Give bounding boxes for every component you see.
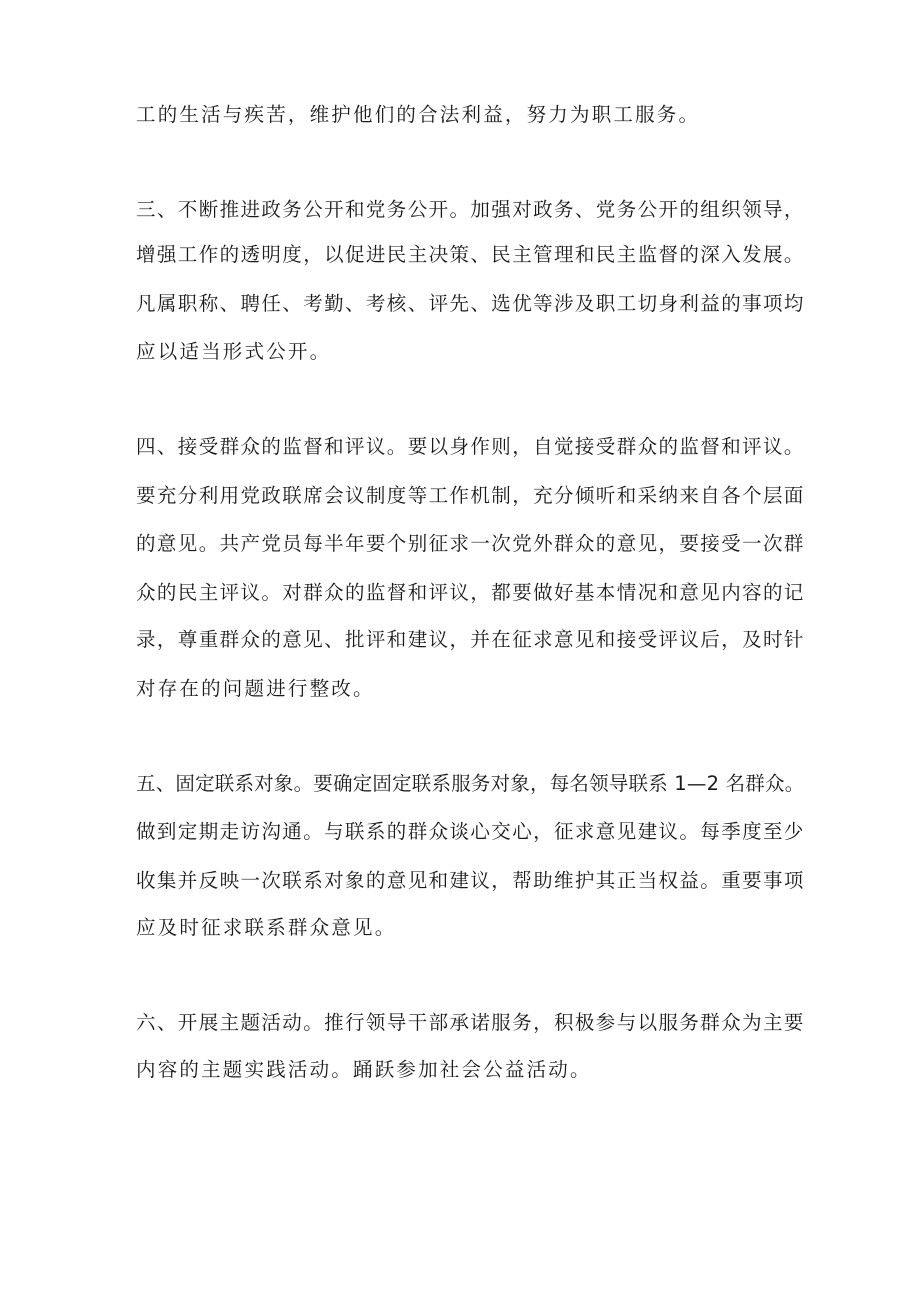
text-line: 众的民主评议。对群众的监督和评议，都要做好基本情况和意见内容的记 [136, 581, 805, 604]
text-line: 内容的主题实践活动。踊跃参加社会公益活动。 [136, 1058, 592, 1081]
text-line: 工的生活与疾苦，维护他们的合法利益，努力为职工服务。 [136, 103, 701, 126]
text-line: 对存在的问题进行整改。 [136, 677, 375, 700]
text-line: 应及时征求联系群众意见。 [136, 916, 397, 939]
text-line: 收集并反映一次联系对象的意见和建议，帮助维护其正当权益。重要事项 [136, 869, 805, 892]
text-line: 六、开展主题活动。推行领导干部承诺服务，积极参与以服务群众为主要 [136, 1011, 805, 1034]
text-line: 做到定期走访沟通。与联系的群众谈心交心，征求意见建议。每季度至少 [136, 820, 805, 843]
text-line: 录，尊重群众的意见、批评和建议，并在征求意见和接受评议后，及时针 [136, 628, 805, 651]
text-line: 的意见。共产党员每半年要个别征求一次党外群众的意见，要接受一次群 [136, 532, 805, 555]
text-line: 凡属职称、聘任、考勤、考核、评先、选优等涉及职工切身利益的事项均 [136, 292, 805, 315]
text-line: 应以适当形式公开。 [136, 340, 332, 363]
text-line: 要充分利用党政联席会议制度等工作机制，充分倾听和采纳来自各个层面 [136, 484, 805, 507]
text-line: 增强工作的透明度，以促进民主决策、民主管理和民主监督的深入发展。 [136, 243, 805, 266]
text-line: 三、不断推进政务公开和党务公开。加强对政务、党务公开的组织领导， [136, 198, 805, 221]
text-line: 五、固定联系对象。要确定固定联系服务对象，每名领导联系 1—2 名群众。 [136, 772, 805, 795]
text-line: 四、接受群众的监督和评议。要以身作则，自觉接受群众的监督和评议。 [136, 435, 805, 458]
